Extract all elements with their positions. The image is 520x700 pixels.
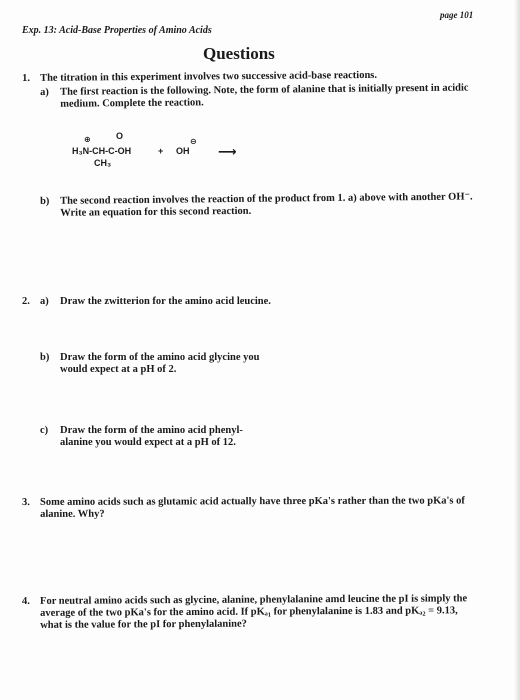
question-2-number: 2. — [22, 296, 30, 307]
question-2b-line-2: would expect at a pH of 2. — [60, 364, 177, 375]
question-4 — [22, 593, 467, 632]
question-2a-text: Draw the zwitterion for the amino acid leucine. — [60, 296, 271, 307]
question-1a — [40, 83, 469, 111]
question-1b-line-1: The second reaction involves the reaction of the product from 1. a) above with another OH⁻. — [59, 191, 473, 207]
question-1b-line-2: Write an equation for this second reaction. — [60, 205, 252, 219]
question-1-number: 1. — [22, 72, 30, 84]
page-title: Questions — [203, 44, 275, 63]
plus-sign: + — [158, 146, 164, 156]
question-2c-line-1: Draw the form of the amino acid phenyl- — [60, 425, 243, 436]
hydroxide-ion: OH — [176, 146, 190, 156]
experiment-header: Exp. 13: Acid-Base Properties of Amino Acids — [22, 25, 212, 36]
alanine-structure: H₃N-CH-C-OH — [72, 146, 132, 156]
question-3-number: 3. — [22, 496, 30, 508]
question-2a-label: a) — [40, 296, 49, 307]
question-3-line-2: alanine. Why? — [40, 508, 105, 520]
question-4-line-1: For neutral amino acids such as glycine, alanine, phenylalanine amd leucine the pI is simply the — [39, 593, 468, 607]
question-4-number: 4. — [22, 595, 30, 607]
question-1a-label: a) — [40, 86, 49, 98]
question-2a — [22, 296, 271, 308]
question-2c — [40, 425, 243, 449]
carbonyl-oxygen: O — [116, 131, 124, 141]
question-1a-line-1: The first reaction is the following. Note, the form of alanine that is initially present in acidic — [59, 82, 469, 98]
question-2b-label: b) — [40, 352, 50, 363]
positive-charge-icon: ⊕ — [84, 135, 91, 144]
question-2b-line-1: Draw the form of the amino acid glycine you — [60, 352, 260, 363]
question-1b — [40, 191, 473, 220]
question-1 — [22, 70, 377, 85]
reaction-arrow-icon: ⟶ — [218, 144, 237, 159]
question-1-text: The titration in this experiment involves two successive acid-base reactions. — [39, 69, 378, 84]
question-1a-line-2: medium. Complete the reaction. — [60, 97, 204, 110]
question-3 — [22, 495, 465, 521]
question-3-line-1: Some amino acids such as glutamic acid actually have three pKa's rather than the two pKa's of — [39, 495, 465, 508]
page-number: page 101 — [440, 10, 474, 20]
question-2c-line-2: alanine you would expect at a pH of 12. — [60, 437, 236, 448]
methyl-group: CH₃ — [94, 158, 112, 168]
question-2b — [40, 352, 259, 376]
page-edge-shadow — [514, 0, 520, 700]
question-4-line-3: what is the value for the pI for phenylalanine? — [40, 618, 247, 631]
question-1b-label: b) — [40, 195, 50, 207]
question-2c-label: c) — [40, 425, 49, 436]
question-4-line-2: average of the two pKa's for the amino acid. If pKₐ₁ for phenylalanine is 1.83 and pKₐ₂ = 9.13, — [40, 605, 458, 619]
negative-charge-icon: ⊖ — [190, 137, 197, 146]
